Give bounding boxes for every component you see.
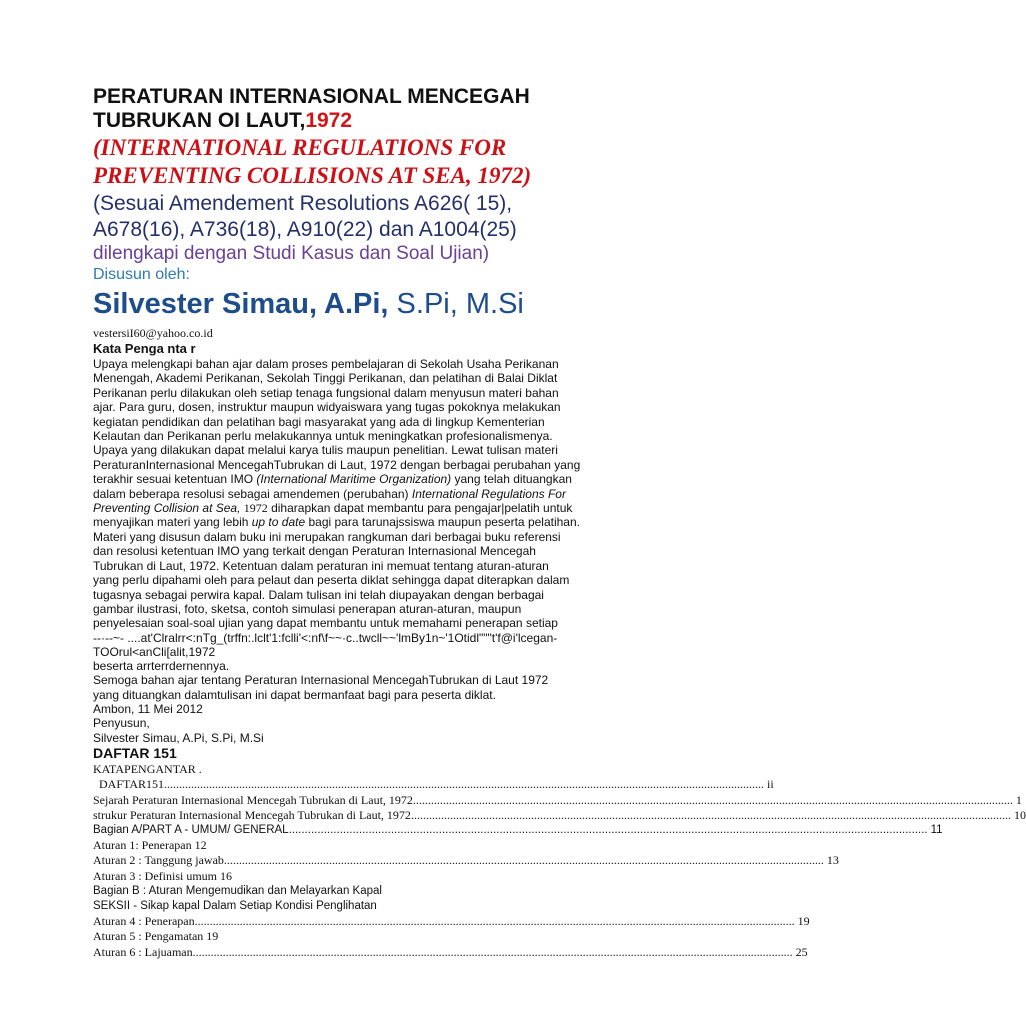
preface-line: gambar ilustrasi, foto, sketsa, contoh simulasi penerapan aturan-aturan, maupun — [93, 601, 522, 616]
toc-entry-page: ii — [767, 777, 774, 792]
toc-entry[interactable] — [93, 807, 1026, 823]
toc-entry-page: 11 — [930, 823, 943, 836]
title-line-2 — [93, 109, 673, 133]
preface-line: dan resolusi ketentuan IMO yang terkait dengan Peraturan Internasional Mencegah — [93, 544, 536, 559]
preface-line: PeraturanInternasional MencegahTubrukan di Laut, 1972 dengan berbagai perubahan yang — [93, 457, 581, 472]
text-span: dalam beberapa resolusi sebagai amendemen (perubahan) — [93, 486, 412, 501]
toc-entry-title: Aturan 5 : Pengamatan 19 — [93, 929, 219, 944]
toc-entry[interactable] — [93, 792, 1022, 808]
supplement-note: dilengkapi dengan Studi Kasus dan Soal Ujian) — [93, 243, 490, 264]
text-span-italic: International Regulations For — [411, 486, 566, 501]
preface-line: yang dituangkan dalamtulisan ini dapat bermanfaat bagi para peserta diklat. — [93, 687, 496, 702]
text-span-serif: 1972 — [243, 501, 268, 516]
toc-entry[interactable] — [93, 823, 943, 838]
toc-pre: KATAPENGANTAR . — [93, 762, 202, 777]
toc-entry-title: Aturan 1: Penerapan 12 — [93, 838, 207, 853]
author-name-degrees: S.Pi, M.Si — [388, 288, 524, 320]
preface-line: penyelesaian soal-soal ujian yang dapat membantu untuk memahami penerapan setiap — [93, 616, 558, 631]
preface-heading: Kata Penga nta r — [93, 341, 196, 356]
toc-entry-page: 19 — [797, 914, 810, 929]
amendment-note — [93, 191, 673, 243]
toc-entry-title: Aturan 3 : Definisi umum 16 — [93, 868, 232, 883]
preface-line-imo — [93, 472, 673, 486]
toc-entry-title: Bagian B : Aturan Mengemudikan dan Melayarkan Kapal — [93, 884, 382, 897]
garbled-line-1: --·--~- ....at'Clralrr<:nTg_(trffn:.lclt'1:fclli'<:nf\f~~·c..twcll~~'lmBy1n~'1Otidl"""t'f@i'lcegan- — [93, 630, 558, 645]
preface-line: Penyusun, — [93, 716, 150, 731]
preface-line: yang perlu dipahami oleh para pelaut dan peserta diklat sehingga dapat diterapkan dalam — [93, 573, 570, 588]
toc-entry[interactable] — [93, 869, 654, 884]
preface-line-uptodate — [93, 515, 673, 529]
text-span: yang telah dituangkan — [451, 472, 572, 487]
preface-line: kegiatan pendidikan dan pelatihan bagi masyarakat yang ada di lingkup Kementerian — [93, 414, 545, 429]
preface-line: tugasnya sebagai perwira kapal. Dalam tulisan ini telah diupayakan dengan berbagai — [93, 587, 544, 602]
toc-heading: DAFTAR 151 — [93, 745, 177, 762]
toc-entry-title: SEKSII - Sikap kapal Dalam Setiap Kondisi Penglihatan — [93, 899, 377, 912]
preface-line: Tubrukan di Laut, 1972. Ketentuan dalam peraturan ini memuat tentang aturan-aturan — [93, 558, 549, 573]
document-page — [93, 85, 1026, 960]
toc-entry[interactable] — [93, 899, 654, 914]
preface-line: beserta arrterrdernennya. — [93, 658, 230, 673]
preface-line: Silvester Simau, A.Pi, S.Pi, M.Si — [93, 730, 264, 745]
toc-entry-leader: ........................................................................................................................................................................................................ — [164, 777, 765, 792]
toc-entry[interactable] — [93, 929, 654, 944]
preface-line: Upaya melengkapi bahan ajar dalam proses pembelajaran di Sekolah Usaha Perikanan — [93, 357, 559, 371]
toc-entry[interactable] — [93, 777, 774, 792]
compiled-by-label: Disusun oleh: — [93, 266, 190, 283]
text-span-italic: (International Maritime Organization) — [256, 472, 452, 487]
toc-entry-leader: ........................................................................................................................................................................................................ — [412, 792, 1013, 807]
document-title — [93, 85, 673, 133]
text-span: terakhir sesuai ketentuan IMO — [93, 472, 257, 487]
toc-entry-page: 10 — [1013, 807, 1026, 822]
toc-entry[interactable] — [93, 838, 654, 853]
preface-line: Semoga bahan ajar tentang Peraturan Internasional MencegahTubrukan di Laut 1972 — [93, 673, 549, 688]
text-span-italic: Preventing Collision at Sea, — [93, 501, 244, 516]
toc-entry-leader: ........................................................................................................................................................................................................ — [192, 944, 793, 959]
toc-entry-title: Sejarah Peraturan Internasional Mencegah Tubrukan di Laut, 1972 — [93, 792, 413, 807]
preface-line-amendment — [93, 487, 673, 501]
toc-entry[interactable] — [93, 884, 654, 899]
english-subtitle-line-2: PREVENTING COLLISIONS AT SEA, 1972) — [93, 163, 532, 188]
text-span: menyajikan materi yang lebih — [93, 515, 252, 530]
title-year: 1972 — [305, 109, 353, 132]
toc-entry[interactable] — [93, 944, 808, 960]
toc-entry-title: Bagian A/PART A - UMUM/ GENERAL — [93, 823, 289, 836]
text-span-italic: up to date — [251, 515, 306, 530]
text-span: bagi para tarunajssiswa maupun peserta pelatihan. — [305, 515, 580, 530]
toc-entry-title: Aturan 4 : Penerapan — [93, 914, 195, 929]
toc-entry-title: Aturan 6 : Lajuaman — [93, 944, 193, 959]
toc-entry-title: DAFTAR151 — [99, 777, 165, 792]
preface-line: Materi yang disusun dalam buku ini merupakan rangkuman dari berbagai buku referensi — [93, 529, 561, 544]
english-subtitle-line-1: (INTERNATIONAL REGULATIONS FOR — [93, 135, 507, 160]
table-of-contents — [93, 777, 1026, 959]
author-name — [93, 286, 673, 322]
author-name-bold: Silvester Simau, A.Pi, — [93, 288, 389, 320]
amendment-line-1: (Sesuai Amendement Resolutions A626( 15), — [93, 192, 513, 215]
title-line-1: PERATURAN INTERNASIONAL MENCEGAH — [93, 85, 530, 108]
toc-entry-page: 1 — [1015, 792, 1022, 807]
toc-entry[interactable] — [93, 853, 839, 868]
toc-entry-leader: ........................................................................................................................................................................................................ — [194, 914, 795, 929]
english-subtitle — [93, 134, 673, 190]
preface-line: Upaya yang dilakukan dapat melalui karya tulis maupun penelitian. Lewat tulisan materi — [93, 443, 558, 458]
toc-entry-page: 25 — [795, 944, 808, 959]
title-line-2-text: TUBRUKAN OI LAUT, — [93, 109, 306, 132]
preface-line: Ambon, 11 Mei 2012 — [93, 701, 203, 716]
preface-block-2 — [93, 530, 673, 631]
preface-block-3 — [93, 659, 673, 745]
author-email: vestersiI60@yahoo.co.id — [93, 326, 213, 340]
preface-body — [93, 357, 673, 745]
preface-line: Menengah, Akademi Perikanan, Sekolah Tinggi Perikanan, dan pelatihan di Balai Diklat — [93, 371, 558, 386]
toc-entry-leader: ........................................................................................................................................................................................................ — [223, 853, 824, 868]
preface-line: Kelautan dan Perikanan perlu melakukannya untuk meningkatkan profesionalismenya. — [93, 429, 553, 444]
garbled-line-2: TOOrul<anCli[alit,1972 — [93, 644, 216, 659]
preface-block-1 — [93, 357, 673, 472]
preface-line: Perikanan perlu dilakukan oleh setiap tenaga fungsional dalam menyusun materi bahan — [93, 385, 559, 400]
amendment-line-2: A678(16), A736(18), A910(22) dan A1004(25) — [93, 218, 517, 241]
toc-entry-title: strukur Peraturan Internasional Mencegah Tubrukan di Laut, 1972 — [93, 807, 411, 822]
toc-entry-title: Aturan 2 : Tanggung jawab — [93, 853, 224, 868]
toc-entry-page: 13 — [826, 853, 839, 868]
preface-line: ajar. Para guru, dosen, instruktur maupun widyaiswara yang tugas pokoknya melakukan — [93, 400, 561, 415]
text-span: diharapkan dapat membantu para pengajar|pelatih untuk — [267, 501, 573, 516]
preface-line-preventing — [93, 501, 673, 515]
toc-entry[interactable] — [93, 914, 810, 929]
toc-entry-leader: ........................................................................................................................................................................................................ — [410, 807, 1011, 822]
toc-entry-leader: ........................................................................................................................................................................................................ — [288, 823, 928, 836]
